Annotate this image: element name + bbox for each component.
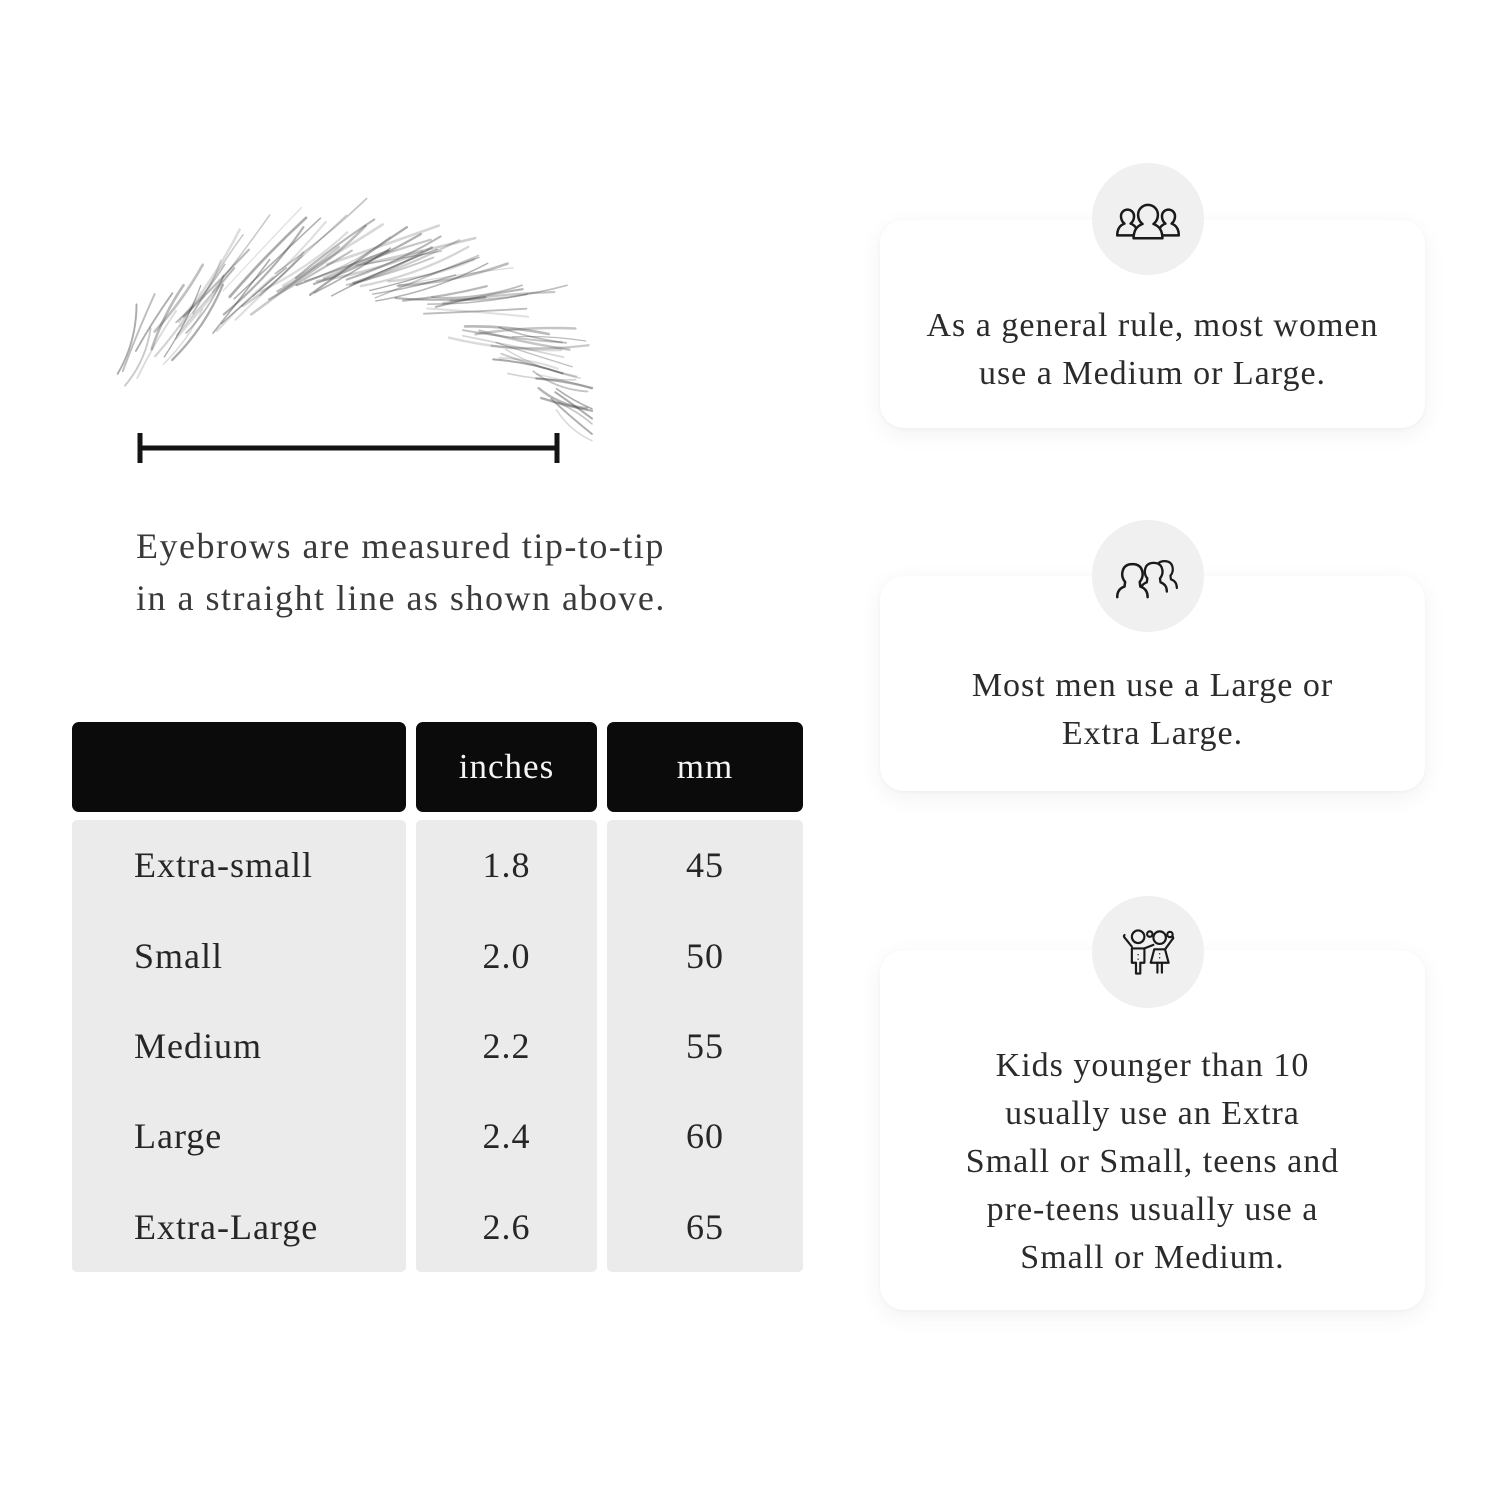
header-cell-mm: mm <box>607 722 803 812</box>
card-men-text <box>880 662 1425 758</box>
eyebrow-illustration <box>0 0 850 500</box>
kids-icon-circle <box>1092 896 1204 1008</box>
women-icon-circle <box>1092 163 1204 275</box>
row-label: Small <box>134 935 224 976</box>
men-group-icon <box>1115 551 1181 601</box>
card-text-line: Kids younger than 10 <box>995 1047 1310 1084</box>
header-cell-inches: inches <box>416 722 597 812</box>
size-column-inches <box>416 820 597 1272</box>
size-table-body <box>72 820 803 1272</box>
card-text-line: Small or Medium. <box>1020 1239 1285 1276</box>
women-group-icon <box>1115 194 1181 244</box>
row-label: Large <box>134 1116 223 1157</box>
card-text-line: pre-teens usually use a <box>986 1191 1319 1228</box>
row-label: Medium <box>134 1025 262 1066</box>
row-mm: 55 <box>686 1025 724 1066</box>
row-inches: 2.2 <box>482 1025 531 1066</box>
row-inches: 2.0 <box>482 935 531 976</box>
card-text-line: As a general rule, most women <box>926 307 1379 344</box>
row-inches: 1.8 <box>482 845 531 886</box>
row-mm: 50 <box>686 935 724 976</box>
row-mm: 60 <box>686 1116 724 1157</box>
size-column-mm <box>607 820 803 1272</box>
card-women-text <box>880 302 1425 398</box>
card-kids-text <box>880 1042 1425 1282</box>
card-text-line: usually use an Extra <box>1005 1095 1300 1132</box>
row-mm: 65 <box>686 1206 724 1247</box>
card-text-line: Small or Small, teens and <box>965 1143 1340 1180</box>
card-text-line: Most men use a Large or <box>971 667 1334 704</box>
card-text-line: Extra Large. <box>1061 715 1244 752</box>
measurement-line <box>140 433 557 463</box>
row-label: Extra-small <box>134 845 313 886</box>
men-icon-circle <box>1092 520 1204 632</box>
size-table-header <box>72 722 803 812</box>
caption-line-2: in a straight line as shown above. <box>136 578 666 618</box>
caption-line-1: Eyebrows are measured tip-to-tip <box>136 526 665 566</box>
size-column-labels <box>72 820 406 1272</box>
row-mm: 45 <box>686 845 724 886</box>
row-inches: 2.4 <box>482 1116 531 1157</box>
row-label: Extra-Large <box>134 1206 319 1247</box>
size-table <box>72 722 803 1272</box>
measurement-caption <box>136 520 776 624</box>
row-inches: 2.6 <box>482 1206 531 1247</box>
card-text-line: use a Medium or Large. <box>978 355 1327 392</box>
header-cell-blank <box>72 722 406 812</box>
kids-icon <box>1117 926 1179 978</box>
